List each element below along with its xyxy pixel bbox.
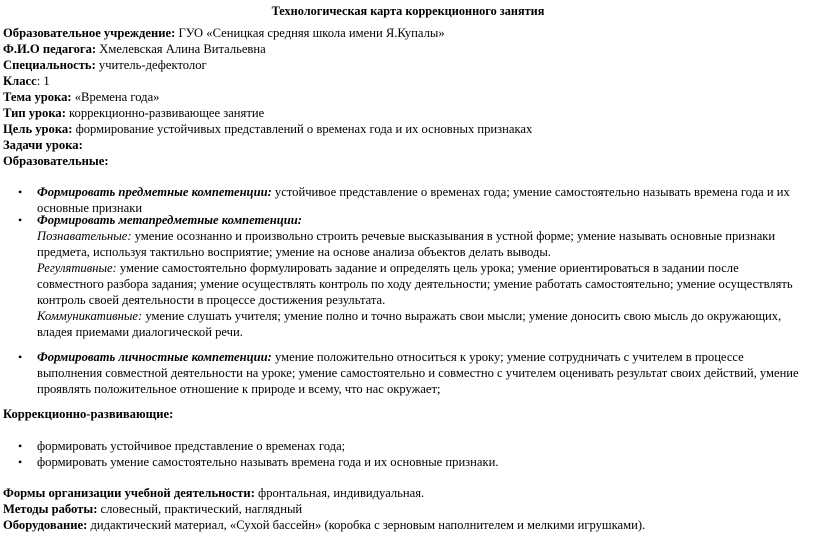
subject-competences-text: устойчивое представление о временах года; умение самостоятельно называть времена года и их основные признаки [37,185,790,215]
methods-label: Методы работы: [3,502,98,516]
teacher-value: Хмелевская Алина Витальевна [96,42,266,56]
grade-label: Класс [3,74,37,88]
personal-competences-label: Формировать личностные компетенции: [37,350,272,364]
personal-competences-item [37,349,807,397]
bullet-icon: • [18,185,23,199]
meta-competences-label: Формировать метапредметные компетенции: [37,213,302,227]
cognitive-paragraph [37,228,807,260]
specialty-value: учитель-дефектолог [95,58,207,72]
methods-line [3,501,302,517]
forms-line [3,485,424,501]
correctional-item: формировать умение самостоятельно называть времена года и их основные признаки. [37,455,499,469]
institution-label: Образовательное учреждение: [3,26,176,40]
goal-value: формирование устойчивых представлений о временах года и их основных признаках [72,122,533,136]
specialty-line [3,57,207,73]
communicative-text: умение слушать учителя; умение полно и точно выражать свои мысли; умение доносить свою мысль до окружающих, владея приемами диалогической речи. [37,309,782,339]
correctional-item: формировать устойчивое представление о временах года; [37,439,346,453]
lesson-type-label: Тип урока: [3,106,66,120]
goal-label: Цель урока: [3,122,73,136]
educational-heading: Образовательные: [3,154,109,168]
lesson-type-value: коррекционно-развивающее занятие [65,106,265,120]
teacher-label: Ф.И.О педагога: [3,42,97,56]
document-title: Технологическая карта коррекционного занятия [271,4,545,18]
cognitive-text: умение осознанно и произвольно строить речевые высказывания в устной форме; умение называть основные признаки предмета, используя тактильно восприятие; умение на основе анализа объектов делать выводы. [37,229,776,259]
regulatory-paragraph [37,260,807,308]
subject-competences-label: Формировать предметные компетенции: [37,185,272,199]
forms-label: Формы организации учебной деятельности: [3,486,255,500]
lesson-type-line [3,105,264,121]
specialty-label: Специальность: [3,58,96,72]
correctional-heading: Коррекционно-развивающие: [3,407,174,421]
grade-line [3,73,50,89]
goal-line [3,121,532,137]
grade-value: : 1 [36,74,50,88]
bullet-icon: • [18,213,23,227]
bullet-icon: • [18,350,23,364]
topic-line [3,89,159,105]
topic-label: Тема урока: [3,90,72,104]
communicative-paragraph [37,308,807,340]
equipment-label: Оборудование: [3,518,88,532]
topic-value: «Времена года» [71,90,160,104]
equipment-value: дидактический материал, «Сухой бассейн» (коробка с зерновым наполнителем и мелкими игрушками). [87,518,646,532]
communicative-label: Коммуникативные: [37,309,143,323]
tasks-heading: Задачи урока: [3,138,83,152]
methods-value: словесный, практический, наглядный [97,502,303,516]
forms-value: фронтальная, индивидуальная. [254,486,425,500]
bullet-icon: • [18,439,23,453]
equipment-line [3,517,645,533]
institution-line [3,25,445,41]
cognitive-label: Познавательные: [37,229,132,243]
regulatory-label: Регулятивные: [37,261,117,275]
regulatory-text: умение самостоятельно формулировать задание и определять цель урока; умение ориентироваться в задании после совместного разбора задания; умение осуществлять контроль по ходу деятельности; умение работать самостоятельно; умение осуществлять контроль своей деятельности в процессе достижения результата. [37,261,793,307]
institution-value: ГУО «Сеницкая средняя школа имени Я.Купалы» [175,26,445,40]
bullet-icon: • [18,455,23,469]
personal-competences-text: умение положительно относиться к уроку; умение сотрудничать с учителем в процессе выполнения совместной деятельности на уроке; умение самостоятельно и совместно с учителем оценивать результат своих действий, умение проявлять положительное отношение к природе и всему, что нас окружает; [37,350,799,396]
teacher-line [3,41,266,57]
